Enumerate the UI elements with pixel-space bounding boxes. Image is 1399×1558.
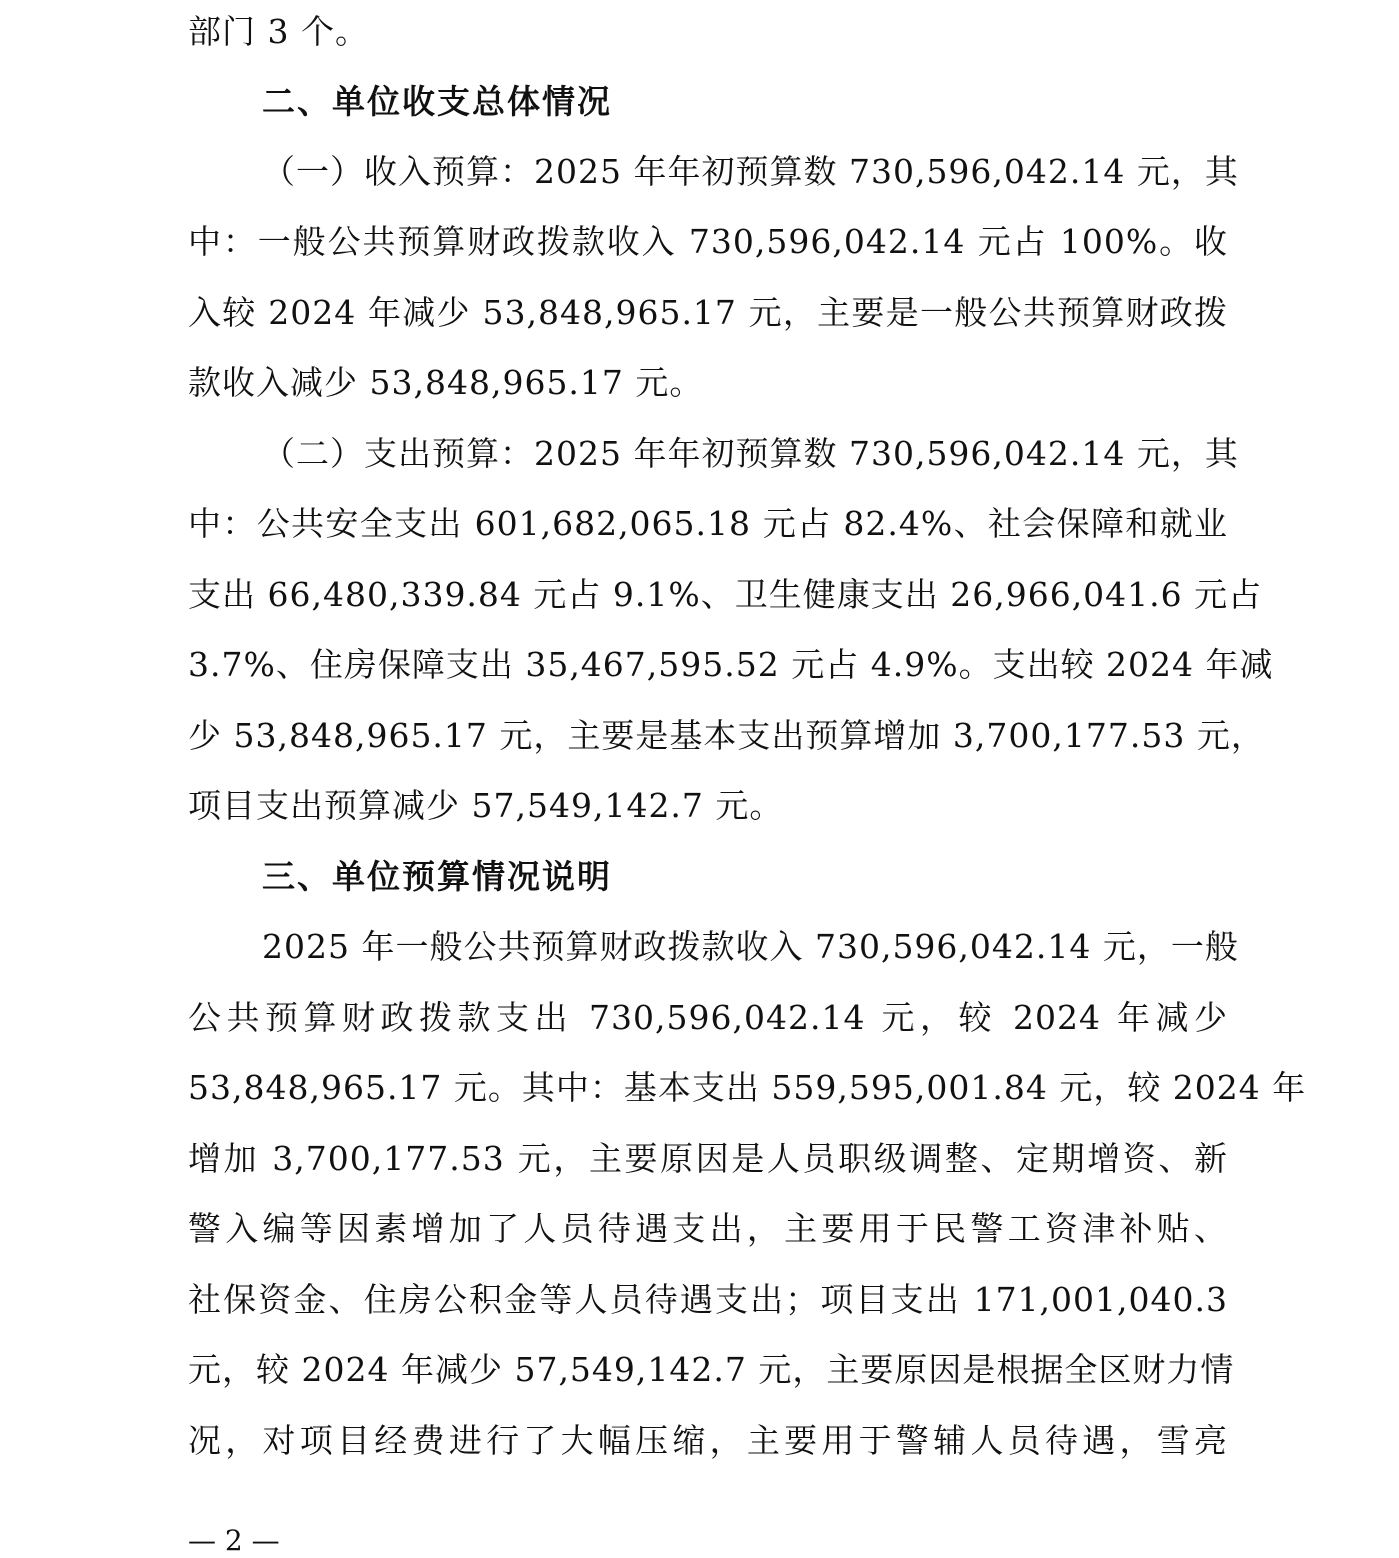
paragraph-line: 项目支出预算减少 57,549,142.7 元。 (188, 786, 784, 825)
paragraph-line: 增加 3,700,177.53 元，主要原因是人员职级调整、定期增资、新 (188, 1139, 1228, 1178)
paragraph-line: 公共预算财政拨款支出 730,596,042.14 元，较 2024 年减少 (188, 998, 1228, 1037)
paragraph-line: 元，较 2024 年减少 57,549,142.7 元，主要原因是根据全区财力情 (188, 1350, 1235, 1389)
section-heading-2: 二、单位收支总体情况 (262, 82, 612, 121)
paragraph-line: 入较 2024 年减少 53,848,965.17 元，主要是一般公共预算财政拨 (188, 293, 1228, 332)
paragraph-line: 少 53,848,965.17 元，主要是基本支出预算增加 3,700,177.53 元， (188, 716, 1265, 755)
paragraph-line: 警入编等因素增加了人员待遇支出，主要用于民警工资津补贴、 (188, 1209, 1228, 1248)
paragraph-line: 2025 年一般公共预算财政拨款收入 730,596,042.14 元，一般 (262, 927, 1239, 966)
section-heading-3: 三、单位预算情况说明 (262, 857, 612, 896)
paragraph-line: 况，对项目经费进行了大幅压缩，主要用于警辅人员待遇，雪亮 (188, 1421, 1228, 1460)
paragraph-line: 中：公共安全支出 601,682,065.18 元占 82.4%、社会保障和就业 (188, 504, 1228, 543)
paragraph-line: 款收入减少 53,848,965.17 元。 (188, 363, 704, 402)
page-number: — 2 — (188, 1524, 280, 1557)
paragraph-line: 部门 3 个。 (188, 12, 369, 51)
paragraph-line: （二）支出预算：2025 年年初预算数 730,596,042.14 元，其 (262, 434, 1239, 473)
paragraph-line: （一）收入预算：2025 年年初预算数 730,596,042.14 元，其 (262, 152, 1239, 191)
paragraph-line: 社保资金、住房公积金等人员待遇支出；项目支出 171,001,040.3 (188, 1280, 1228, 1319)
paragraph-line: 3.7%、住房保障支出 35,467,595.52 元占 4.9%。支出较 2024 年减 (188, 645, 1274, 684)
paragraph-line: 53,848,965.17 元。其中：基本支出 559,595,001.84 元，较 2024 年 (188, 1068, 1307, 1107)
paragraph-line: 中：一般公共预算财政拨款收入 730,596,042.14 元占 100%。收 (188, 222, 1228, 261)
paragraph-line: 支出 66,480,339.84 元占 9.1%、卫生健康支出 26,966,041.6 元占 (188, 575, 1263, 614)
